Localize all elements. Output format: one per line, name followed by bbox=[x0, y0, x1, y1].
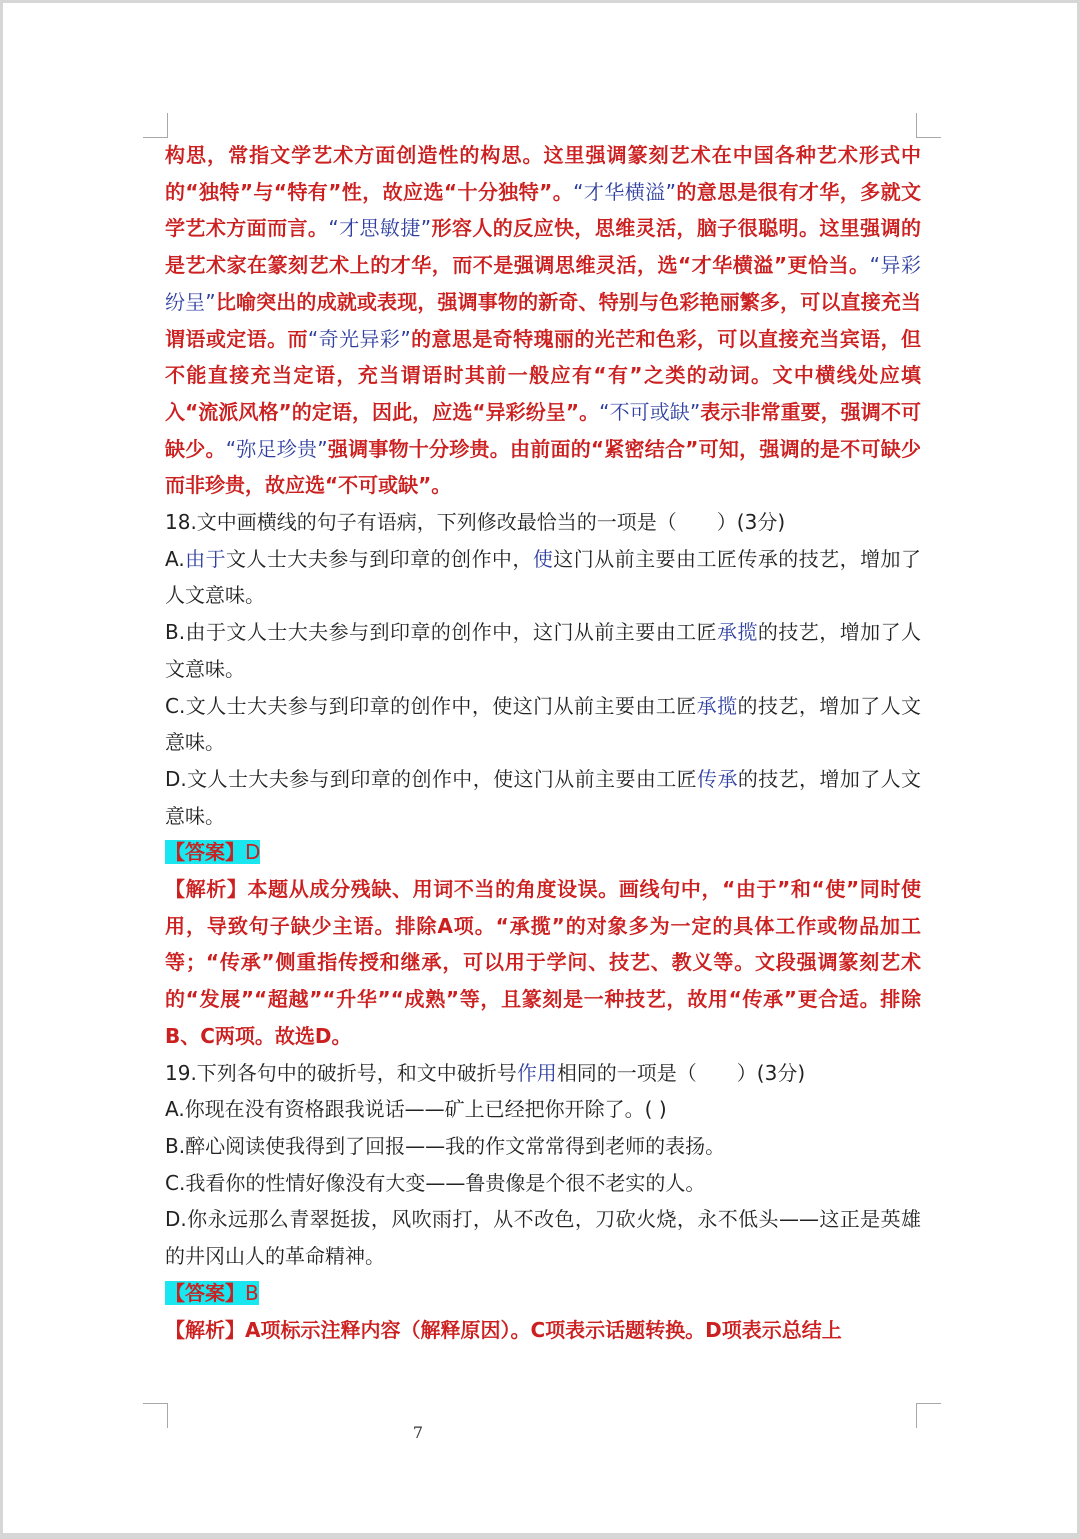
question-18-option-b bbox=[165, 614, 921, 687]
term-caihua: “才华横溢” bbox=[573, 179, 676, 204]
keyword: 由于 bbox=[184, 546, 227, 571]
keyword: 使 bbox=[532, 546, 554, 571]
question-19-option-d: D.你永远那么青翠挺拔，风吹雨打，从不改色，刀砍火烧，永不低头——这正是英雄的井冈山人的革命精神。 bbox=[165, 1207, 921, 1269]
term-bukehuoque: “不可或缺” bbox=[599, 399, 701, 424]
question-19-stem bbox=[165, 1055, 921, 1092]
page-content bbox=[165, 137, 921, 1348]
keyword: 承揽 bbox=[717, 620, 758, 645]
option-text: 的技艺，增加了人文意味。 bbox=[165, 766, 922, 828]
option-text: 这门从前主要由工匠传承的技艺，增加了人文意味。 bbox=[165, 546, 921, 608]
intro-text: 的意思是奇特瑰丽的光芒和色彩，可以直接充当宾语，但不能直接充当定语，充当谓语时其前一般应有“有”之类的动词。文中横线处应填入“流派风格”的定语，因此，应选“异彩纷呈”。 bbox=[165, 326, 922, 424]
intro-text: 形容人的反应快，思维灵活，脑子很聪明。这里强调的是艺术家在篆刻艺术上的才华，而不是强调思维灵活，选“才华横溢”更恰当。 bbox=[165, 216, 922, 278]
document-page bbox=[3, 3, 1077, 1533]
question-19-answer bbox=[165, 1275, 921, 1312]
stem-text: 相同的一项是（ ）(3分) bbox=[556, 1060, 806, 1085]
term-mizu: “弥足珍贵” bbox=[225, 436, 328, 461]
term-caisi: “才思敏捷” bbox=[328, 216, 432, 241]
crop-mark-top-left bbox=[143, 113, 168, 138]
intro-text: 构思，常指文学艺术方面创造性的构思。这里强调篆刻艺术在中国各种艺术形式中的“独特”与“特有”性，故应选“十分独特”。 bbox=[165, 143, 921, 204]
answer-tag: 【答案】 bbox=[165, 840, 245, 865]
answer-tag: 【答案】 bbox=[165, 1280, 245, 1305]
option-text: 的技艺，增加了人文意味。 bbox=[165, 693, 921, 755]
keyword: 传承 bbox=[697, 766, 738, 791]
question-19-analysis: 【解析】A项标示注释内容（解释原因）。C项表示话题转换。D项表示总结上 bbox=[165, 1317, 842, 1342]
option-text: B.由于文人士大夫参与到印章的创作中，这门从前主要由工匠 bbox=[165, 620, 718, 645]
option-text: C.文人士大夫参与到印章的创作中，使这门从前主要由工匠 bbox=[165, 693, 697, 718]
intro-text: 强调事物十分珍贵。由前面的“紧密结合”可知，强调的是不可缺少而非珍贵，故应选“不可或缺”。 bbox=[165, 436, 921, 498]
answer-value: B bbox=[245, 1280, 259, 1305]
crop-mark-top-right bbox=[916, 113, 941, 138]
intro-analysis-paragraph bbox=[165, 137, 921, 504]
intro-text: 表示非常重要，强调不可缺少。 bbox=[165, 399, 922, 461]
stem-text: 19.下列各句中的破折号，和文中破折号 bbox=[165, 1060, 517, 1085]
option-label: A. bbox=[165, 546, 185, 571]
term-yicai: “异彩纷呈” bbox=[165, 253, 921, 314]
question-18-option-a bbox=[165, 541, 921, 614]
option-text: D.文人士大夫参与到印章的创作中，使这门从前主要由工匠 bbox=[165, 766, 698, 791]
keyword: 承揽 bbox=[696, 693, 738, 718]
term-qiguang: “奇光异彩” bbox=[307, 326, 411, 351]
question-18-analysis: 【解析】本题从成分残缺、用词不当的角度设误。画线句中，“由于”和“使”同时使用，导致句子缺少主语。排除A项。“承揽”的对象多为一定的具体工作或物品加工等；“传承”侧重指传授和继承，可以用于学问、技艺、教义等。文段强调篆刻艺术的“发展”“超越”“升华”“成熟”等，且篆刻是一种技艺，故用“传承”更合适。排除B、C两项。故选D。 bbox=[165, 877, 921, 1048]
option-text: 文人士大夫参与到印章的创作中， bbox=[226, 546, 533, 571]
option-text: 的技艺，增加了人文意味。 bbox=[165, 620, 922, 681]
intro-text: 比喻突出的成就或表现，强调事物的新奇、特别与色彩艳丽繁多，可以直接充当谓语或定语。而 bbox=[165, 289, 921, 351]
page-number: 7 bbox=[412, 1423, 424, 1442]
question-18-option-d bbox=[165, 761, 921, 834]
question-18-option-c bbox=[165, 688, 921, 761]
answer-value: D bbox=[245, 840, 261, 865]
crop-mark-bottom-right bbox=[916, 1403, 941, 1428]
question-19-option-c: C.我看你的性情好像没有大变——鲁贵像是个很不老实的人。 bbox=[165, 1170, 706, 1195]
keyword: 作用 bbox=[516, 1060, 557, 1085]
question-18-stem: 18.文中画横线的句子有语病，下列修改最恰当的一项是（ ）(3分) bbox=[165, 510, 786, 535]
intro-text: 的意思是很有才华，多就文学艺术方面而言。 bbox=[165, 179, 921, 241]
question-19-option-a: A.你现在没有资格跟我说话——矿上已经把你开除了。( ) bbox=[165, 1097, 667, 1122]
question-18-answer bbox=[165, 834, 921, 871]
question-19-option-b: B.醉心阅读使我得到了回报——我的作文常常得到老师的表扬。 bbox=[165, 1133, 726, 1158]
